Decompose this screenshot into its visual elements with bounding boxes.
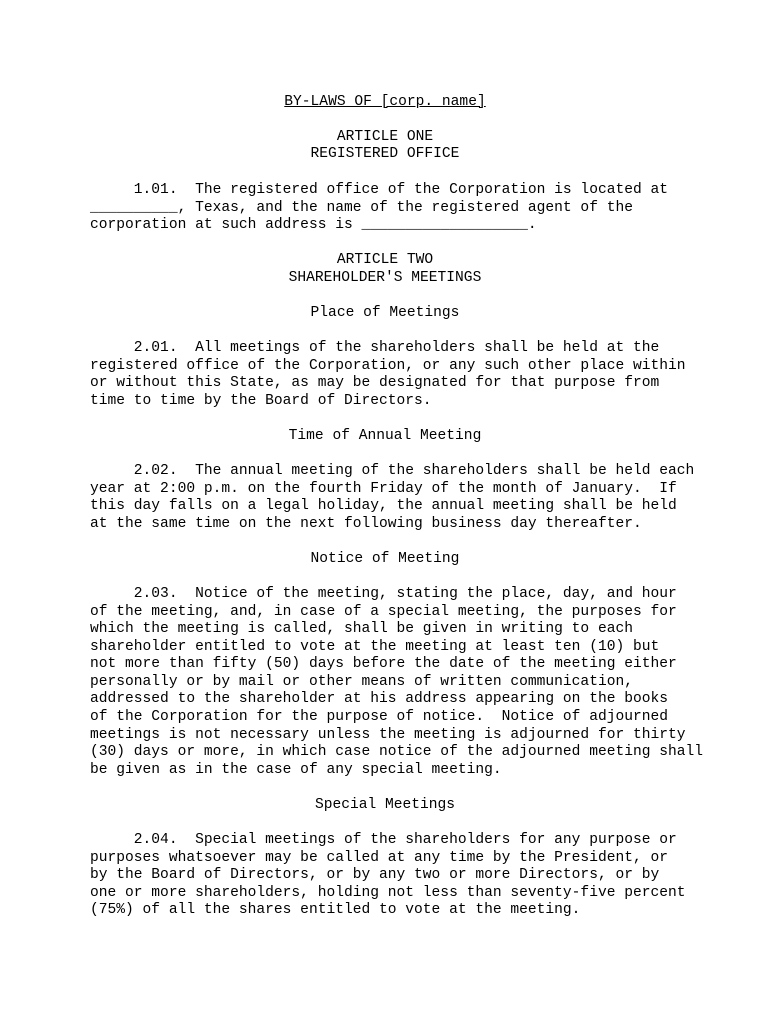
section-2-03-line-4: shareholder entitled to vote at the meeting at least ten (10) but (90, 639, 660, 655)
section-2-01-line-4: time to time by the Board of Directors. (90, 393, 432, 409)
section-2-01-line-3: or without this State, as may be designated for that purpose from (90, 375, 660, 391)
notice-of-meeting-heading: Notice of Meeting (310, 551, 460, 567)
section-2-03-line-2: of the meeting, and, in case of a special meeting, the purposes for (90, 604, 677, 620)
section-2-04-line-3: by the Board of Directors, or by any two or more Directors, or by (90, 867, 660, 883)
section-2-03-line-3: which the meeting is called, shall be given in writing to each (90, 621, 633, 637)
article-two-subheading: SHAREHOLDER'S MEETINGS (288, 270, 482, 286)
section-2-02-line-4: at the same time on the next following business day thereafter. (90, 516, 642, 532)
article-one-heading: ARTICLE ONE (336, 129, 434, 145)
document-title: BY-LAWS OF [corp. name] (284, 94, 486, 110)
place-of-meetings-heading: Place of Meetings (310, 305, 460, 321)
section-2-03-line-9: meetings is not necessary unless the meeting is adjourned for thirty (90, 727, 686, 743)
section-2-02-line-2: year at 2:00 p.m. on the fourth Friday of the month of January. If (90, 481, 677, 497)
section-1-01-line-2: __________, Texas, and the name of the registered agent of the (90, 200, 633, 216)
section-2-03-line-8: of the Corporation for the purpose of notice. Notice of adjourned (90, 709, 669, 725)
section-2-04-line-4: one or more shareholders, holding not less than seventy-five percent (90, 885, 686, 901)
section-2-04-line-5: (75%) of all the shares entitled to vote at the meeting. (90, 902, 581, 918)
section-2-04-line-2: purposes whatsoever may be called at any time by the President, or (90, 850, 669, 866)
section-2-03-line-1: 2.03. Notice of the meeting, stating the place, day, and hour (90, 586, 677, 602)
article-one-subheading: REGISTERED OFFICE (310, 146, 460, 162)
section-2-03-line-11: be given as in the case of any special meeting. (90, 762, 502, 778)
section-1-01-line-1: 1.01. The registered office of the Corporation is located at (90, 182, 669, 198)
section-2-03-line-7: addressed to the shareholder at his address appearing on the books (90, 691, 669, 707)
section-2-02-line-1: 2.02. The annual meeting of the shareholders shall be held each (90, 463, 695, 479)
section-2-02-line-3: this day falls on a legal holiday, the annual meeting shall be held (90, 498, 677, 514)
section-2-01-line-1: 2.01. All meetings of the shareholders shall be held at the (90, 340, 660, 356)
section-2-01-line-2: registered office of the Corporation, or any such other place within (90, 358, 686, 374)
special-meetings-heading: Special Meetings (314, 797, 456, 813)
article-two-heading: ARTICLE TWO (336, 252, 434, 268)
section-2-03-line-10: (30) days or more, in which case notice of the adjourned meeting shall (90, 744, 704, 760)
section-2-03-line-6: personally or by mail or other means of written communication, (90, 674, 633, 690)
section-2-03-line-5: not more than fifty (50) days before the date of the meeting either (90, 656, 677, 672)
annual-meeting-heading: Time of Annual Meeting (288, 428, 482, 444)
section-1-01-line-3: corporation at such address is ___________________. (90, 217, 537, 233)
section-2-04-line-1: 2.04. Special meetings of the shareholders for any purpose or (90, 832, 677, 848)
